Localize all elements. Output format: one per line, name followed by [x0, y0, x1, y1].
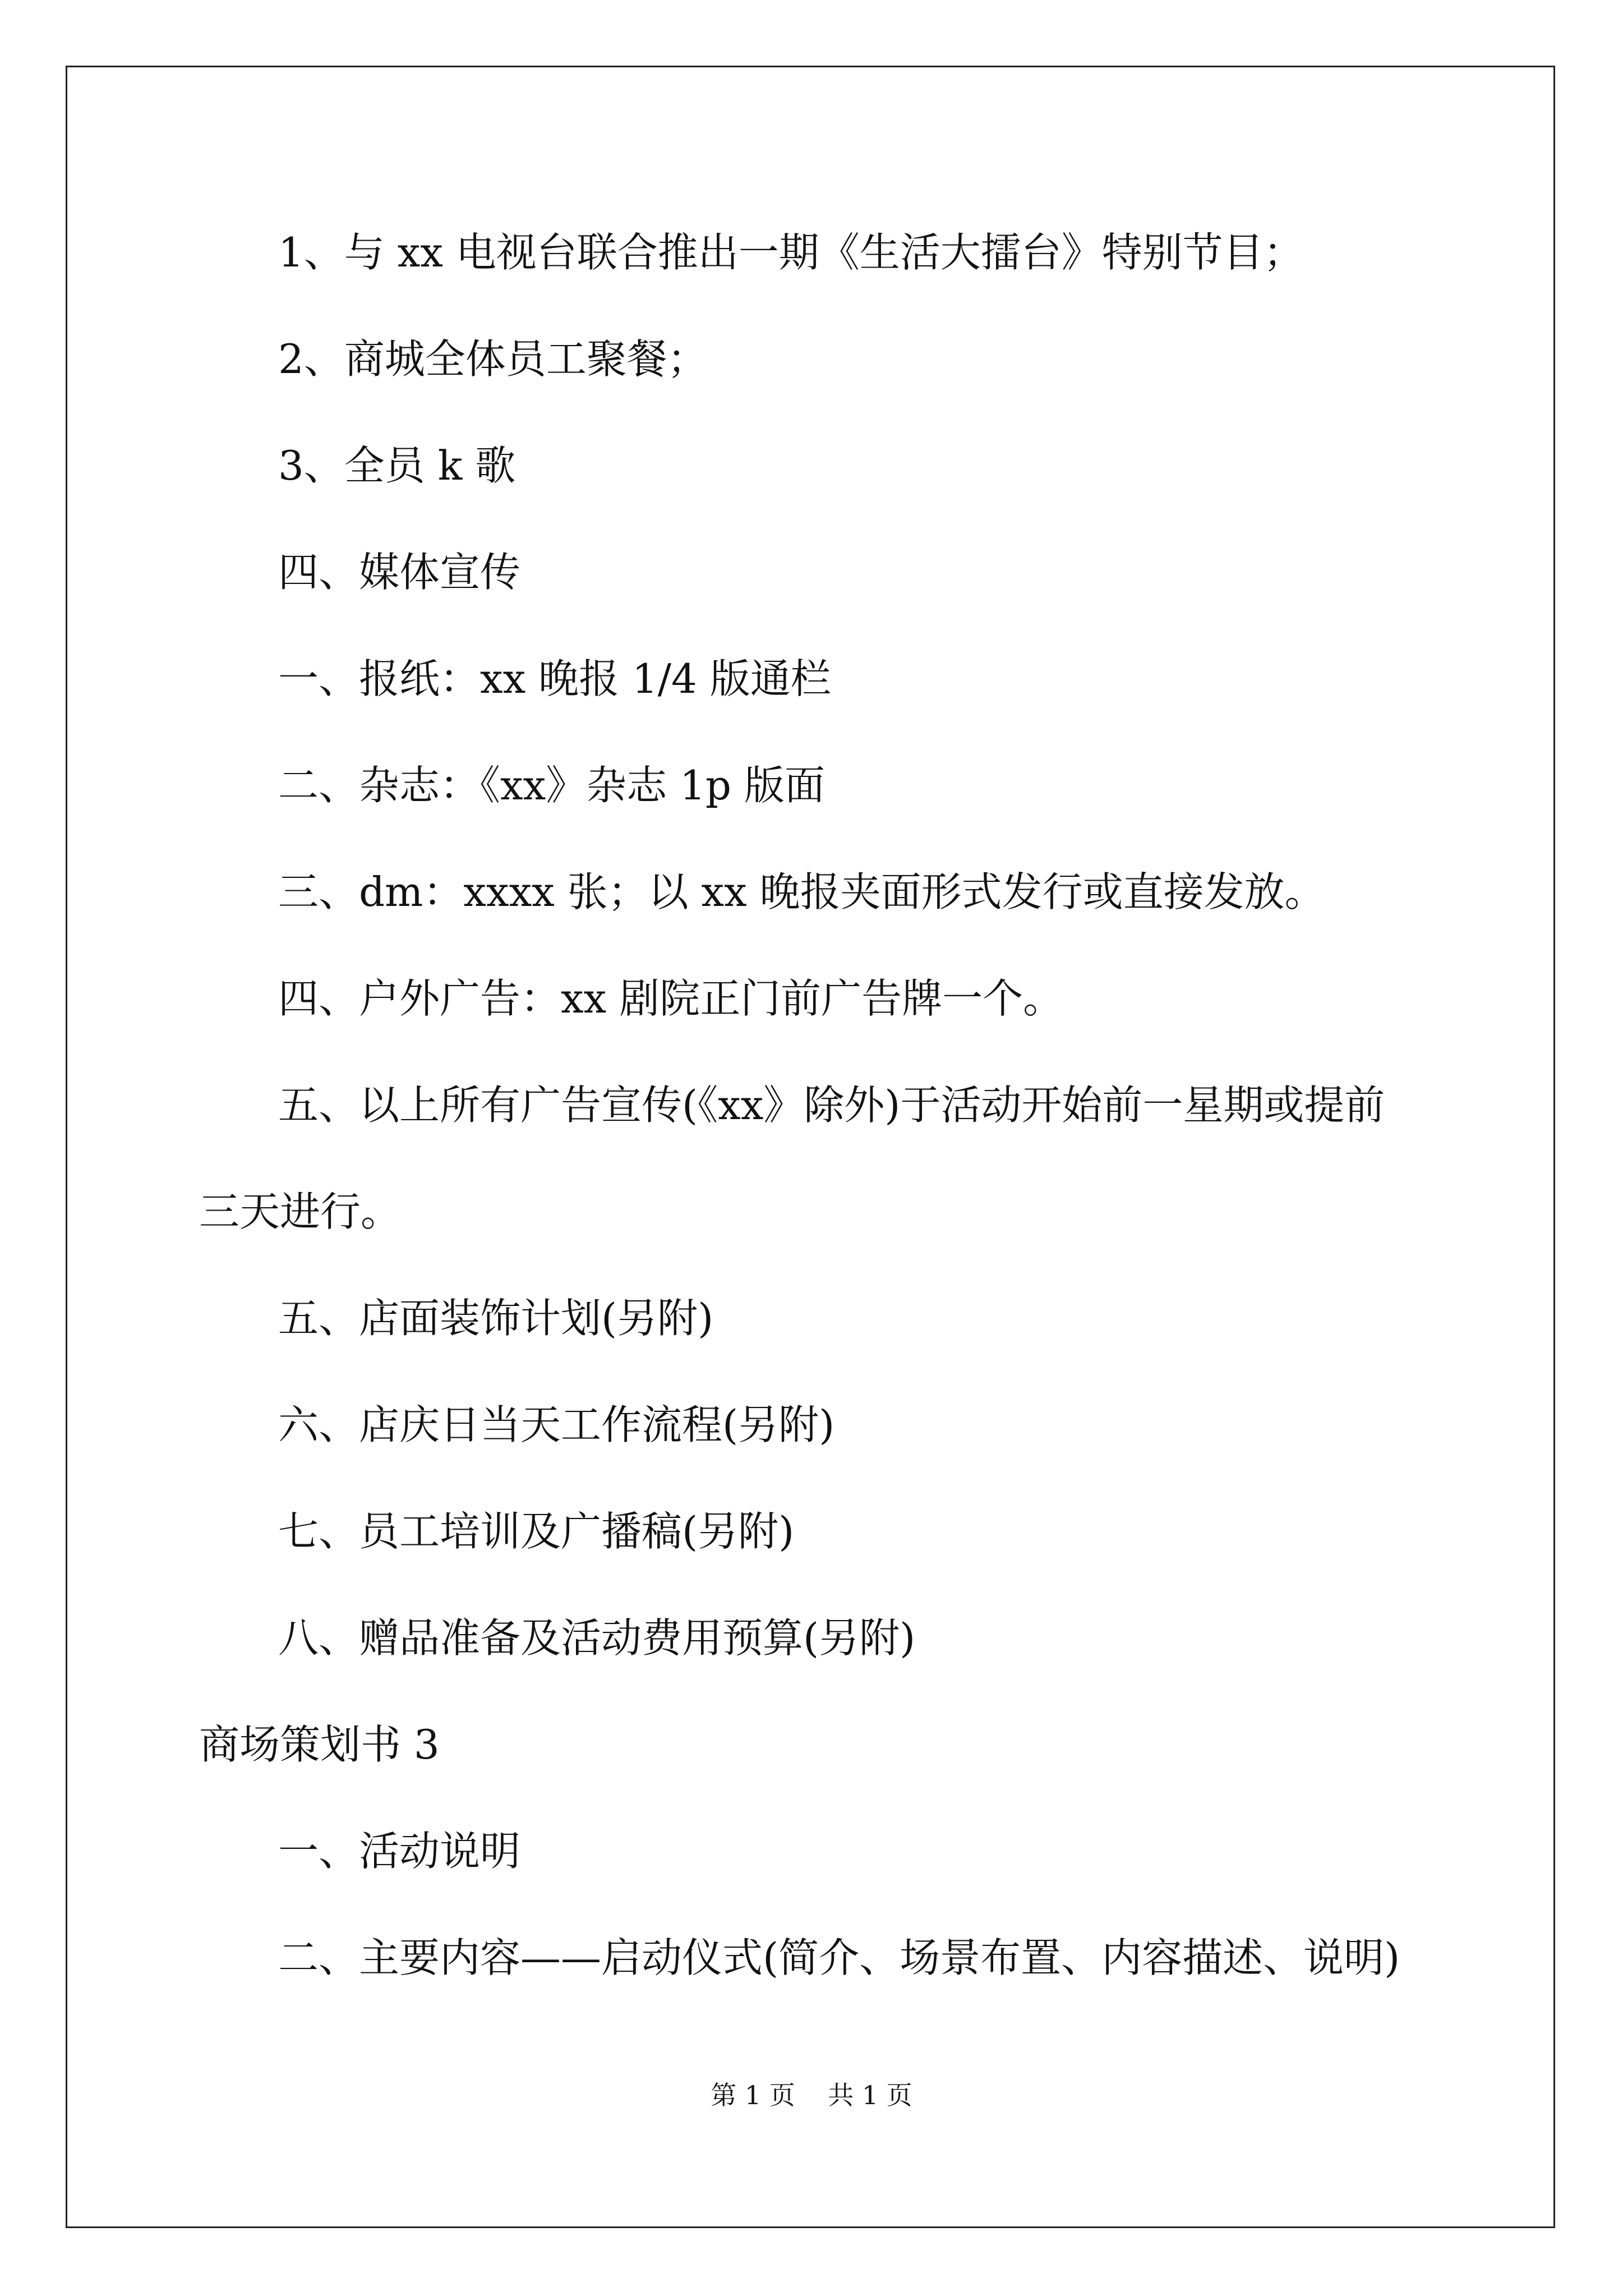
body-line: 二、杂志：《xx》杂志 1p 版面 — [278, 762, 825, 809]
body-line: 六、店庆日当天工作流程(另附) — [278, 1401, 835, 1448]
body-line: 1、与 xx 电视台联合推出一期《生活大擂台》特别节目； — [278, 229, 1304, 276]
body-line: 四、户外广告：xx 剧院正门前广告牌一个。 — [278, 975, 1064, 1022]
body-line: 一、活动说明 — [278, 1828, 521, 1875]
body-line: 五、以上所有广告宣传(《xx》除外)于活动开始前一星期或提前 — [278, 1082, 1385, 1129]
page-border — [66, 66, 1555, 2228]
page-footer: 第 1 页 共 1 页 — [711, 2080, 912, 2110]
body-line: 2、商城全体员工聚餐； — [278, 335, 708, 383]
body-line: 五、店面装饰计划(另附) — [278, 1295, 714, 1342]
body-line: 3、全员 k 歌 — [278, 442, 516, 489]
body-line: 七、员工培训及广播稿(另附) — [278, 1508, 795, 1555]
body-line: 二、主要内容——启动仪式(简介、场景布置、内容描述、说明) — [278, 1934, 1400, 1981]
body-line: 一、报纸：xx 晚报 1/4 版通栏 — [278, 655, 831, 702]
document-title: 商场策划书 3 — [199, 1721, 440, 1768]
body-line: 八、赠品准备及活动费用预算(另附) — [278, 1614, 916, 1662]
body-line: 三、dm：xxxx 张；以 xx 晚报夹面形式发行或直接发放。 — [278, 868, 1325, 915]
body-line-continuation: 三天进行。 — [199, 1188, 402, 1235]
section-heading: 四、媒体宣传 — [278, 549, 521, 596]
